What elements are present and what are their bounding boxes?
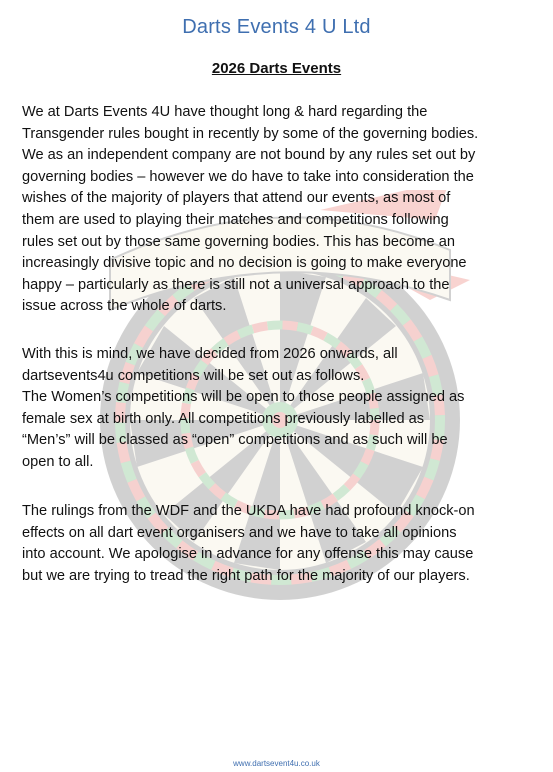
text-line: Transgender rules bought in recently by some of the governing bodies. [22, 125, 479, 142]
paragraph-rulings [22, 501, 544, 587]
text-line: but we are trying to tread the right path for the majority of our players. [22, 567, 470, 584]
text-line: With this is mind, we have decided from 2026 onwards, all [22, 346, 398, 362]
text-line: “Men’s” will be classed as “open” competitions and as such will be [22, 432, 448, 449]
paragraph-decision [22, 344, 544, 474]
text-line: We as an independent company are not bound by any rules set out by [22, 147, 476, 164]
events-heading: 2026 Darts Events [211, 60, 342, 77]
text-line: open to all. [22, 453, 94, 470]
text-line: dartsevents4u competitions will be set out as follows. [22, 367, 365, 384]
text-line: The Women’s competitions will be open to those people assigned as [22, 389, 465, 406]
text-line: rules set out by those same governing bodies. This has become an [22, 233, 455, 250]
text-line: increasingly divisive topic and no decision is going to make everyone [22, 255, 467, 272]
footer-website-link[interactable]: www.dartsevent4u.co.uk [233, 759, 320, 768]
text-line: issue across the whole of darts. [22, 298, 227, 315]
text-line: effects on all dart event organisers and we have to take all opinions [22, 524, 457, 541]
text-line: We at Darts Events 4U have thought long & hard regarding the [22, 104, 428, 120]
text-line: governing bodies – however we do have to take into consideration the [22, 168, 474, 185]
text-line: wishes of the majority of players that attend our events, as most of [22, 190, 451, 207]
company-title: Darts Events 4 U Ltd [182, 16, 371, 38]
paragraph-intro [22, 102, 544, 318]
text-line: happy – particularly as there is still not a universal approach to the [22, 276, 450, 293]
text-line: into account. We apologise in advance for any offense this may cause [22, 546, 474, 563]
text-line: The rulings from the WDF and the UKDA have had profound knock-on [22, 503, 475, 519]
text-line: female sex at birth only. All competitions previously labelled as [22, 410, 425, 427]
text-line: them are used to playing their matches and competitions following [22, 211, 449, 228]
